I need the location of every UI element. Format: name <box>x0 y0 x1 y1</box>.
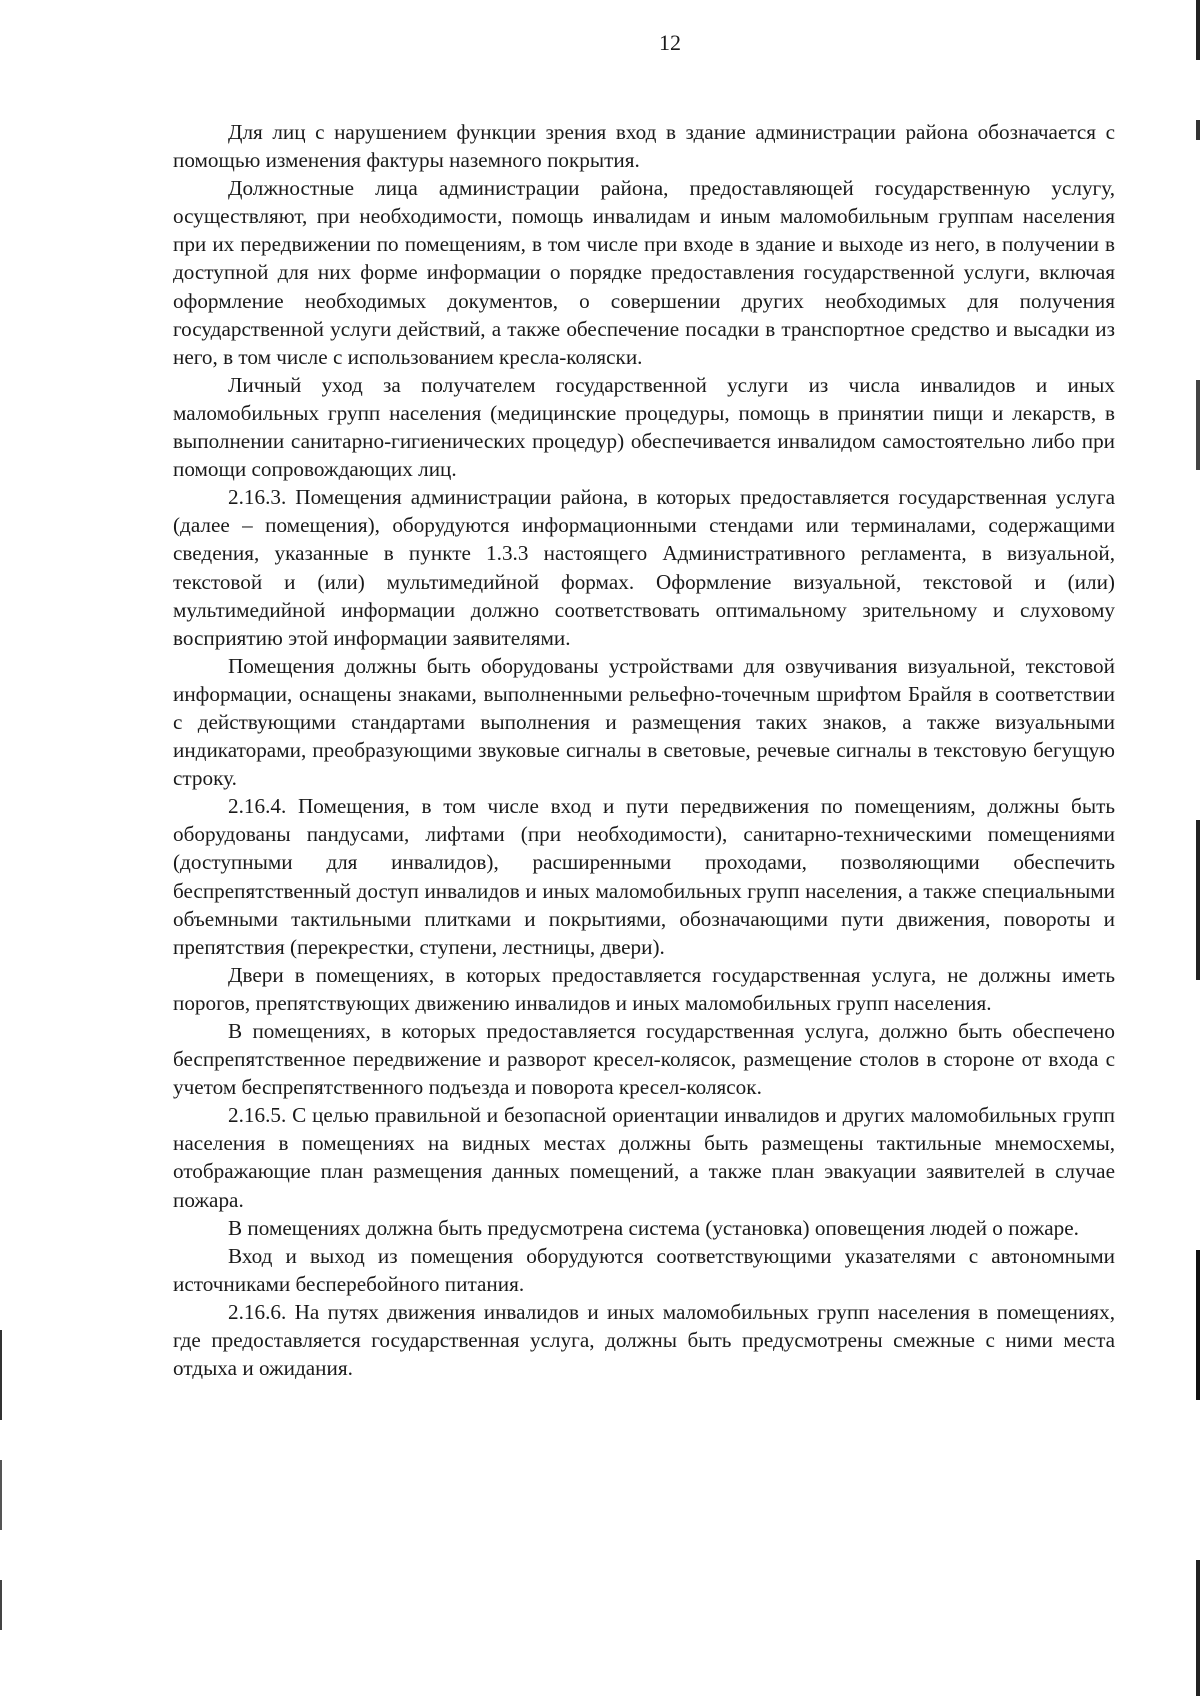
paragraph: Вход и выход из помещения оборудуются соответствующими указателями с автономными источниками бесперебойного питания. <box>173 1243 1115 1296</box>
scan-edge-artifact <box>1196 0 1200 1696</box>
paragraph: В помещениях должна быть предусмотрена система (установка) оповещения людей о пожаре. <box>228 1215 1079 1240</box>
document-body <box>173 118 1115 1382</box>
paragraph-section-2-16-3: 2.16.3. Помещения администрации района, в которых предоставляется государственная услуга (далее – помещения), оборудуются информационными стендами или терминалами, содержащими сведения, указанные в пункте 1.3.3 настоящего Административного регламента, в визуальной, текстовой и (или) мультимедийной формах. Оформление визуальной, текстовой и (или) мультимедийной информации должно соответствовать оптимальному зрительному и слуховому восприятию этой информации заявителями. <box>173 485 1115 650</box>
paragraph: Помещения должны быть оборудованы устройствами для озвучивания визуальной, текстовой информации, оснащены знаками, выполненными рельефно-точечным шрифтом Брайля в соответствии с действующими стандартами выполнения и размещения таких знаков, а также визуальными индикаторами, преобразующими звуковые сигналы в световые, речевые сигналы в текстовую бегущую строку. <box>173 653 1115 791</box>
paragraph: Для лиц с нарушением функции зрения вход в здание администрации района обозначается с помощью изменения фактуры наземного покрытия. <box>173 120 1115 173</box>
paragraph-section-2-16-4: 2.16.4. Помещения, в том числе вход и пути передвижения по помещениям, должны быть оборудованы пандусами, лифтами (при необходимости), санитарно-техническими помещениями (доступными для инвалидов), расширенными проходами, позволяющими обеспечить беспрепятственный доступ инвалидов и иных маломобильных групп населения, а также специальными объемными тактильными плитками и покрытиями, обозначающими пути движения, повороты и препятствия (перекрестки, ступени, лестницы, двери). <box>173 794 1115 959</box>
paragraph-section-2-16-6: 2.16.6. На путях движения инвалидов и иных маломобильных групп населения в помещениях, где предоставляется государственная услуга, должны быть предусмотрены смежные с ними места отдыха и ожидания. <box>173 1299 1115 1381</box>
scan-edge-artifact <box>0 1330 2 1696</box>
paragraph: Личный уход за получателем государственной услуги из числа инвалидов и иных маломобильных групп населения (медицинские процедуры, помощь в принятии пищи и лекарств, в выполнении санитарно-гигиенических процедур) обеспечивается инвалидом самостоятельно либо при помощи сопровождающих лиц. <box>173 372 1115 482</box>
paragraph: Должностные лица администрации района, предоставляющей государственную услугу, осуществляют, при необходимости, помощь инвалидам и иным маломобильным группам населения при их передвижении по помещениям, в том числе при входе в здание и выходе из него, в получении в доступной для них форме информации о порядке предоставления государственной услуги, включая оформление необходимых документов, о совершении других необходимых для получения государственной услуги действий, а также обеспечение посадки в транспортное средство и высадки из него, в том числе с использованием кресла-коляски. <box>173 176 1115 369</box>
paragraph: Двери в помещениях, в которых предоставляется государственная услуга, не должны иметь порогов, препятствующих движению инвалидов и иных маломобильных групп населения. <box>173 962 1115 1015</box>
paragraph: В помещениях, в которых предоставляется государственная услуга, должно быть обеспечено беспрепятственное передвижение и разворот кресел-колясок, размещение столов в стороне от входа с учетом беспрепятственного подъезда и поворота кресел-колясок. <box>173 1019 1115 1100</box>
paragraph-section-2-16-5: 2.16.5. С целью правильной и безопасной ориентации инвалидов и других маломобильных групп населения в помещениях на видных местах должны быть размещены тактильные мнемосхемы, отображающие план размещения данных помещений, а также план эвакуации заявителей в случае пожара. <box>173 1103 1115 1212</box>
page-number: 12 <box>659 30 681 55</box>
